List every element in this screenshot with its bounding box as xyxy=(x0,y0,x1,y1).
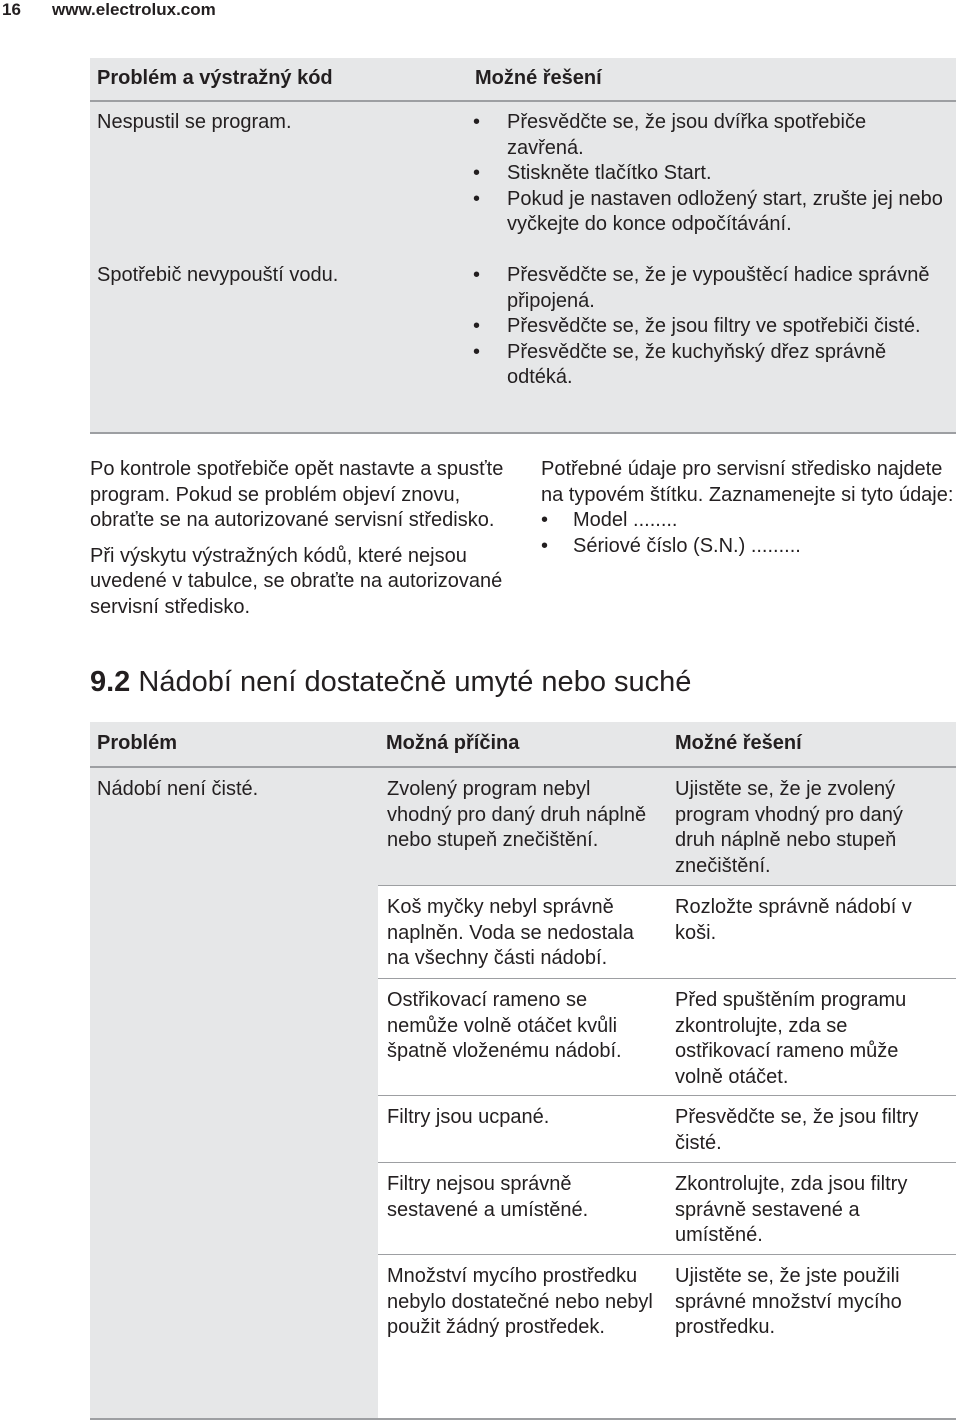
table2-row xyxy=(378,885,956,978)
page-number: 16 xyxy=(2,0,21,19)
solution-list xyxy=(473,263,946,391)
solution-cell: Rozložte správně nádobí v koši. xyxy=(675,896,912,944)
solution-cell: Ujistěte se, že jste použili správné množství mycího prostředku. xyxy=(675,1265,902,1338)
cause-cell: Zvolený program nebyl vhodný pro daný druh náplně nebo stupeň znečištění. xyxy=(387,778,647,851)
notes-left xyxy=(90,457,510,630)
solution-cell: Přesvědčte se, že jsou filtry čisté. xyxy=(675,1106,919,1154)
note-paragraph: Při výskytu výstražných kódů, které nejsou uvedené v tabulce, se obraťte na autorizované servisní středisko. xyxy=(90,544,503,618)
solution-item: • Přesvědčte se, že kuchyňský dřez správně odtéká. xyxy=(473,340,946,391)
troubleshooting-table-2 xyxy=(90,722,956,1420)
section-number: 9.2 xyxy=(90,666,131,698)
col-problem-warning: Problém a výstražný kód xyxy=(97,67,333,89)
table2-row xyxy=(378,1095,956,1162)
cause-cell: Filtry nejsou správně sestavené a umístěné. xyxy=(387,1173,589,1221)
table1-row xyxy=(90,102,956,251)
solution-item: • Přesvědčte se, že jsou filtry ve spotřebiči čisté. xyxy=(473,314,946,340)
solution-item: • Přesvědčte se, že jsou dvířka spotřebiče zavřená. xyxy=(473,110,946,161)
page-header xyxy=(0,0,960,24)
problem-cell xyxy=(90,768,378,1420)
col-cause: Možná příčina xyxy=(386,732,520,754)
service-info-item: • Model ........ xyxy=(541,508,959,534)
cause-cell: Ostřikovací rameno se nemůže volně otáčet kvůli špatně vloženému nádobí. xyxy=(387,989,622,1062)
table2-row xyxy=(378,978,956,1095)
service-info-intro: Potřebné údaje pro servisní středisko najdete na typovém štítku. Zaznamenejte si tyto údaje: xyxy=(541,458,954,506)
solution-cell: Před spuštěním programu zkontrolujte, zda se ostřikovací rameno může volně otáčet. xyxy=(675,989,907,1088)
solution-cell: Ujistěte se, že je zvolený program vhodný pro daný druh náplně nebo stupeň znečištění. xyxy=(675,778,903,877)
col-solution: Možné řešení xyxy=(675,732,802,754)
table1-header xyxy=(90,58,956,102)
table2-row xyxy=(378,768,956,885)
solution-item: • Stiskněte tlačítko Start. xyxy=(473,161,946,187)
section-heading xyxy=(90,664,691,700)
table2-header xyxy=(90,722,956,768)
solution-cell: Zkontrolujte, zda jsou filtry správně sestavené a umístěné. xyxy=(675,1173,908,1246)
cause-cell: Koš myčky nebyl správně naplněn. Voda se nedostala na všechny části nádobí. xyxy=(387,896,634,969)
col-problem: Problém xyxy=(97,732,178,754)
problem-cell: Nespustil se program. xyxy=(97,111,292,133)
notes-right xyxy=(541,457,959,559)
troubleshooting-table-1 xyxy=(90,58,956,434)
service-info-list xyxy=(541,508,959,559)
solution-item: • Pokud je nastaven odložený start, zrušte jej nebo vyčkejte do konce odpočítávání. xyxy=(473,187,946,238)
table2-body xyxy=(90,768,956,1420)
solution-item: • Přesvědčte se, že je vypouštěcí hadice správně připojená. xyxy=(473,263,946,314)
cause-cell: Množství mycího prostředku nebylo dostatečné nebo nebyl použit žádný prostředek. xyxy=(387,1265,653,1338)
website-url[interactable]: www.electrolux.com xyxy=(52,0,216,19)
problem-cell: Spotřebič nevypouští vodu. xyxy=(97,264,339,286)
col-solution: Možné řešení xyxy=(475,67,602,89)
cause-cell: Filtry jsou ucpané. xyxy=(387,1106,550,1128)
solution-list xyxy=(473,110,946,238)
service-info-item: • Sériové číslo (S.N.) ......... xyxy=(541,534,959,560)
section-title: Nádobí není dostatečně umyté nebo suché xyxy=(138,666,692,698)
table1-row xyxy=(90,251,956,432)
note-paragraph: Po kontrole spotřebiče opět nastavte a spusťte program. Pokud se problém objeví znovu, obraťte se na autorizované servisní středisko. xyxy=(90,458,504,531)
problem-text: Nádobí není čisté. xyxy=(97,778,259,800)
table2-row xyxy=(378,1162,956,1254)
table2-row xyxy=(378,1254,956,1420)
